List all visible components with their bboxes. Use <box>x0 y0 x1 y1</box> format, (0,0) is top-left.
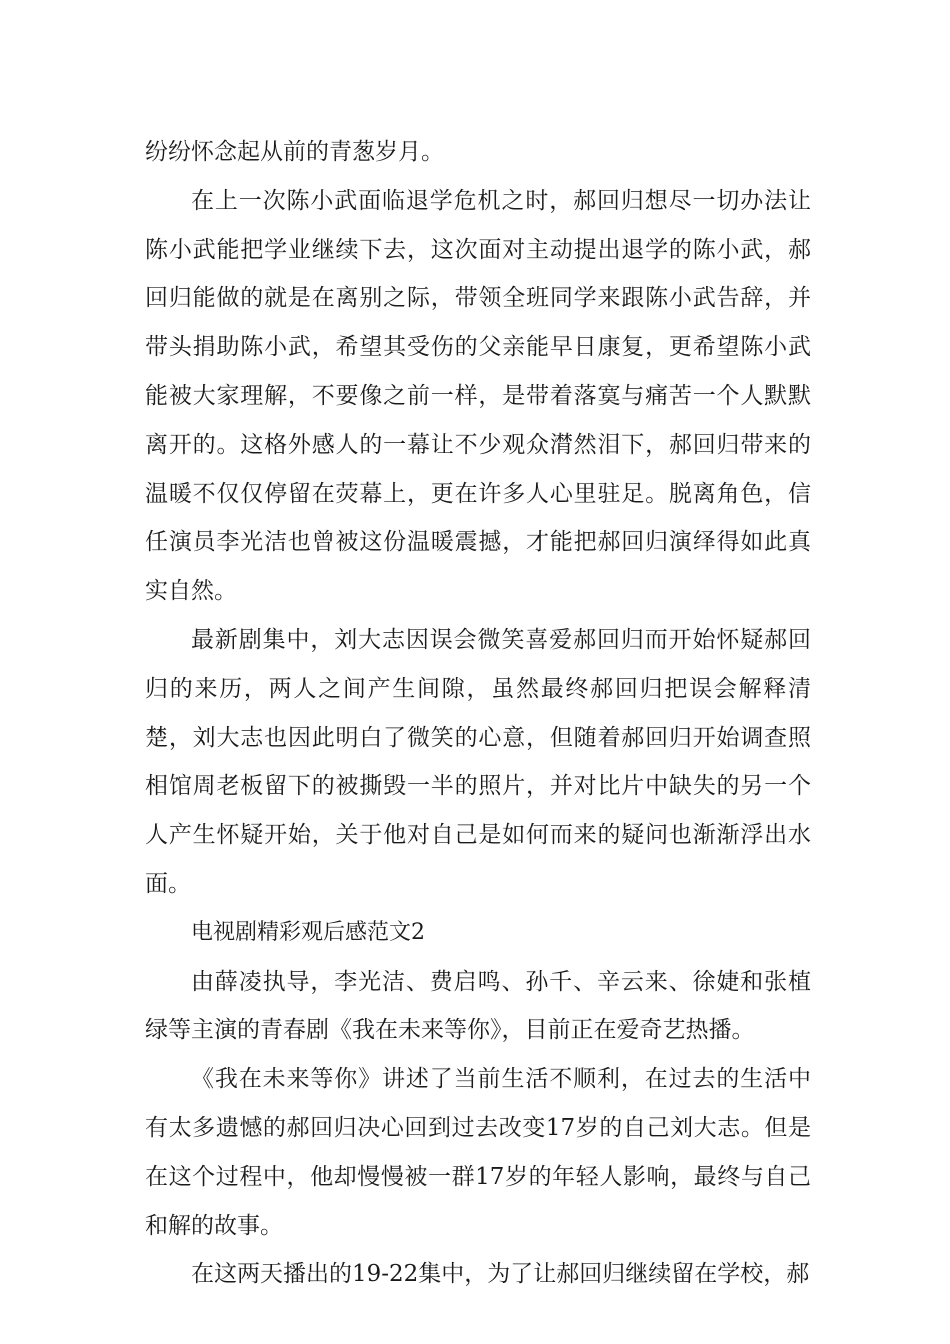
section-heading: 电视剧精彩观后感范文2 <box>191 919 425 945</box>
paragraph-5: 《我在未来等你》讲述了当前生活不顺利，在过去的生活中有太多遗憾的郝回归决心回到过去改变17岁的自己刘大志。但是在这个过程中，他却慢慢被一群17岁的年轻人影响，最终与自己和解的故事。 <box>145 1066 811 1239</box>
paragraph-6: 在这两天播出的19-22集中，为了让郝回归继续留在学校，郝 <box>191 1261 810 1288</box>
paragraph-4: 由薛凌执导，李光洁、费启鸣、孙千、辛云来、徐婕和张植绿等主演的青春剧《我在未来等你》，目前正在爱奇艺热播。 <box>145 968 811 1044</box>
paragraph-3: 最新剧集中，刘大志因误会微笑喜爱郝回归而开始怀疑郝回归的来历，两人之间产生间隙，虽然最终郝回归把误会解释清楚，刘大志也因此明白了微笑的心意，但随着郝回归开始调查照相馆周老板留下的被撕毁一半的照片，并对比片中缺失的另一个人产生怀疑开始，关于他对自己是如何而来的疑问也渐渐浮出水面。 <box>145 626 811 897</box>
paragraph-1: 纷纷怀念起从前的青葱岁月。 <box>145 139 444 165</box>
paragraph-2: 在上一次陈小武面临退学危机之时，郝回归想尽一切办法让陈小武能把学业继续下去，这次面对主动提出退学的陈小武，郝回归能做的就是在离别之际，带领全班同学来跟陈小武告辞，并带头捐助陈小武，希望其受伤的父亲能早日康复，更希望陈小武能被大家理解，不要像之前一样，是带着落寞与痛苦一个人默默离开的。这格外感人的一幕让不少观众潸然泪下，郝回归带来的温暖不仅仅停留在荧幕上，更在许多人心里驻足。脱离角色，信任演员李光洁也曾被这份温暖震撼，才能把郝回归演绎得如此真实自然。 <box>145 187 811 605</box>
document-body <box>145 128 811 1299</box>
